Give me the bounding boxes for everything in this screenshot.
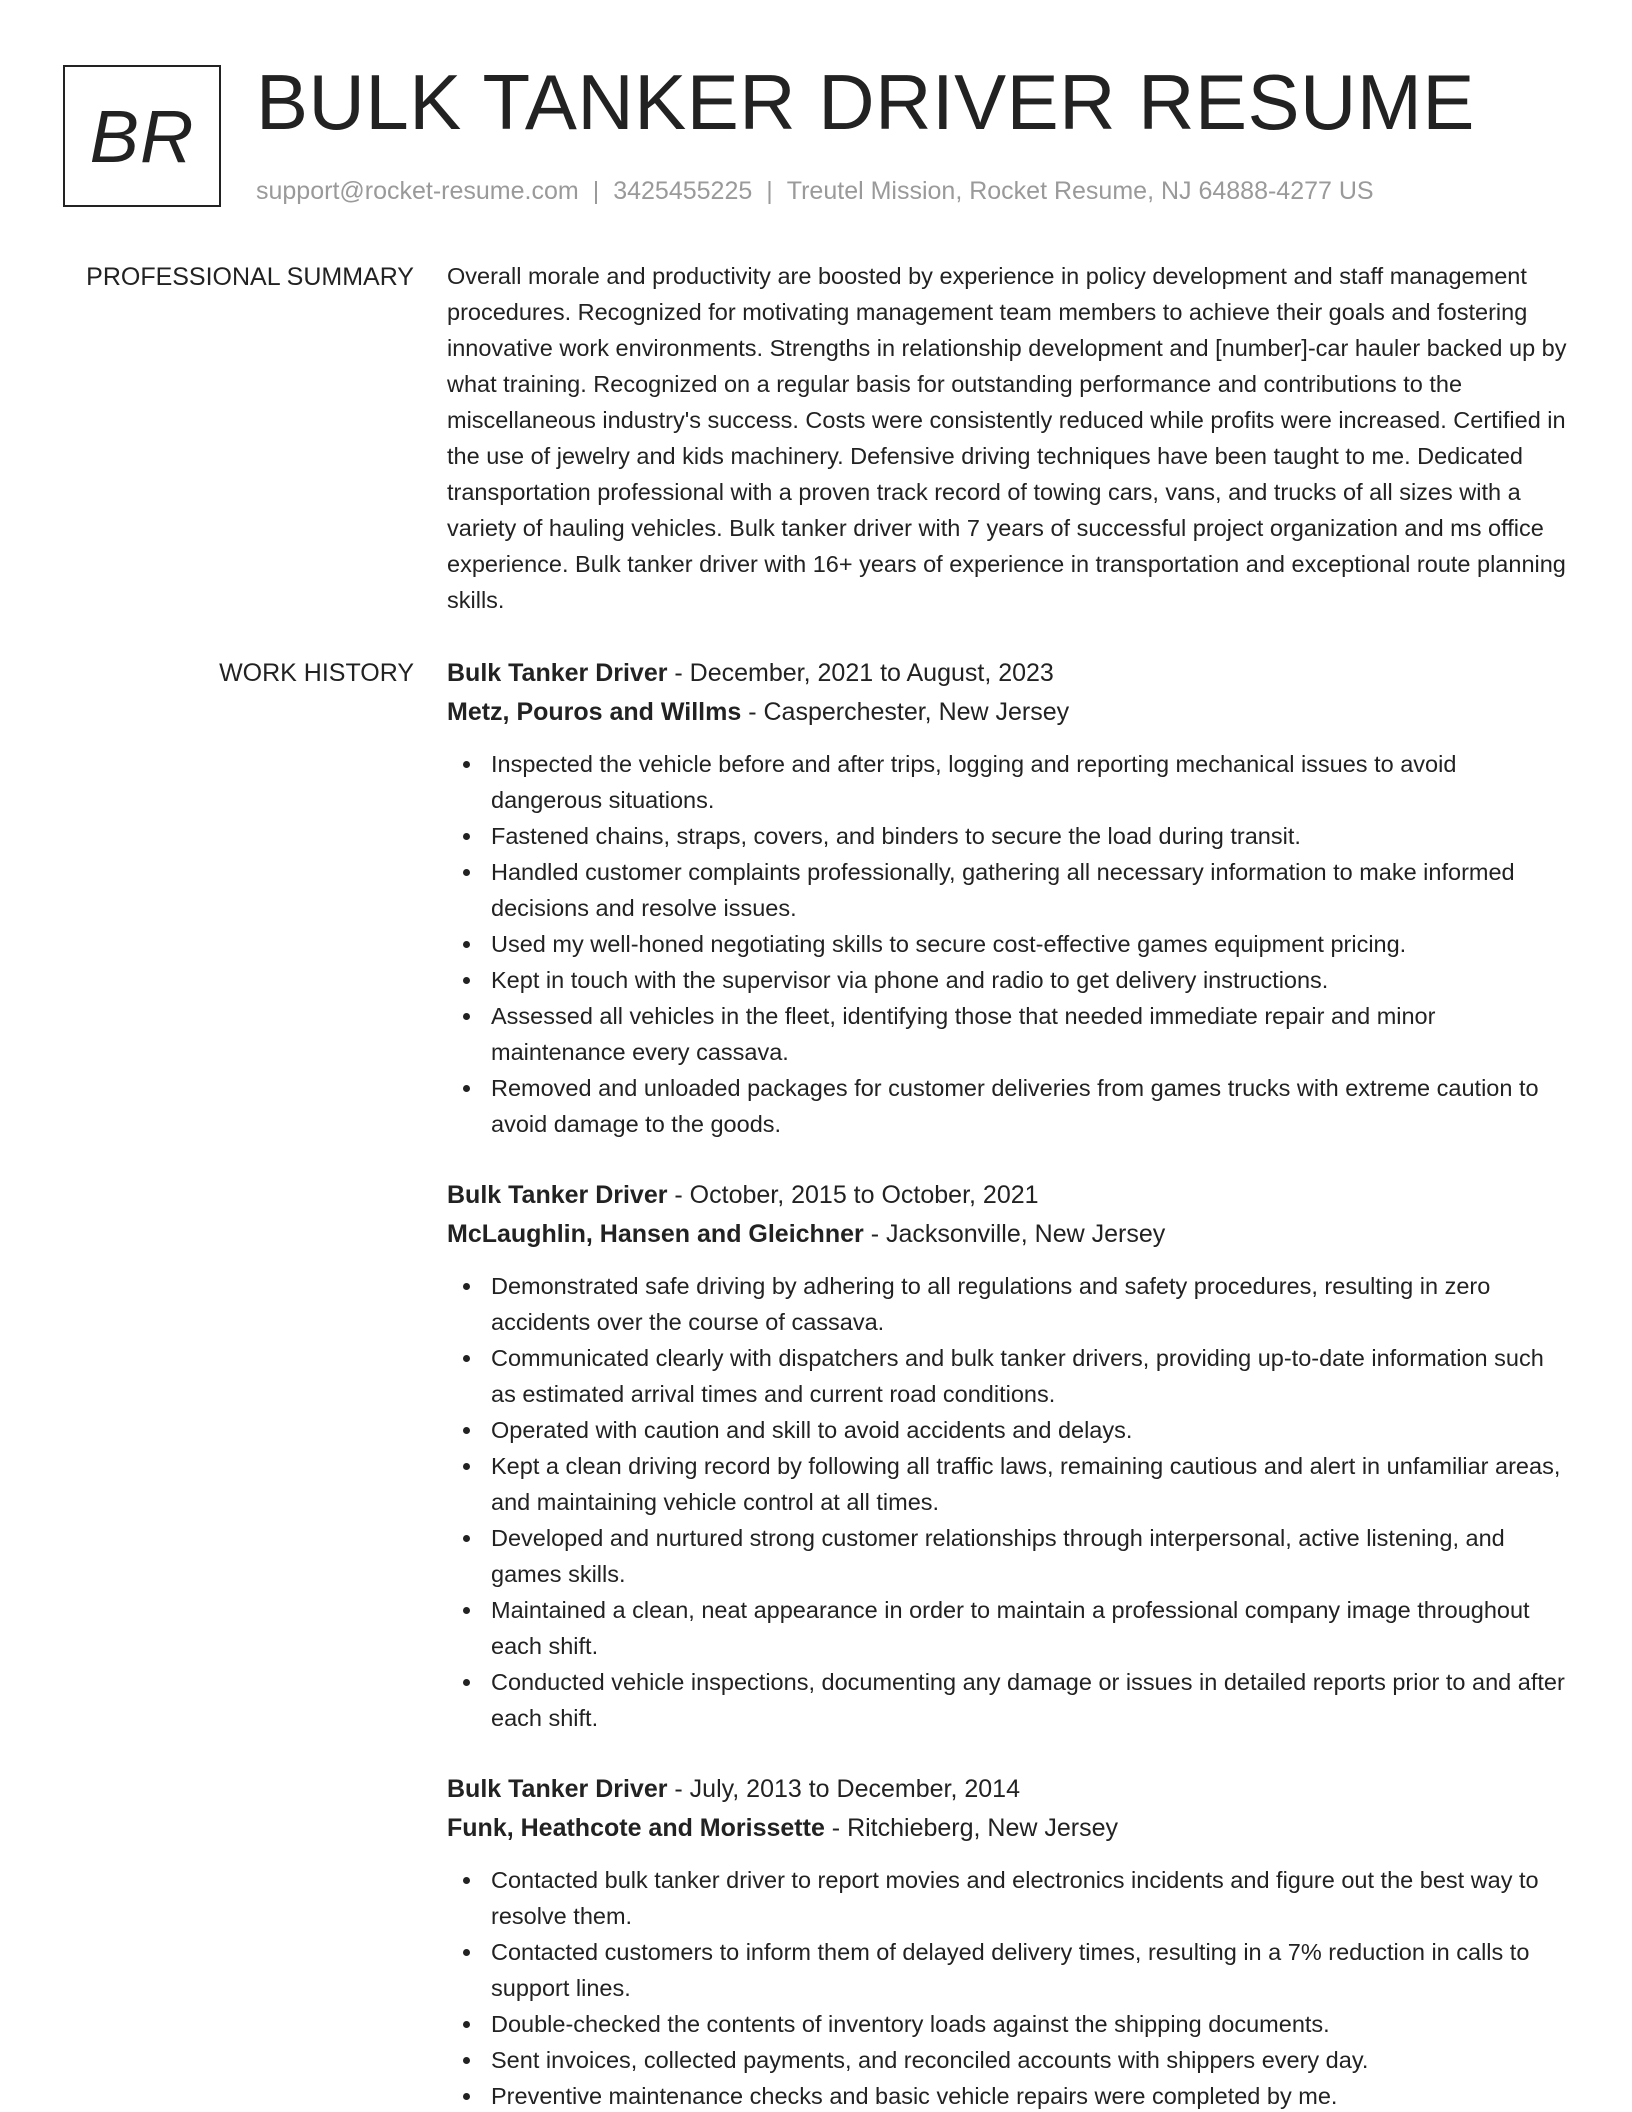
contact-email: support@rocket-resume.com xyxy=(256,177,579,205)
contact-address: Treutel Mission, Rocket Resume, NJ 64888-4277 US xyxy=(786,177,1374,205)
job-bullet-list xyxy=(447,1862,1569,2112)
job-bullet xyxy=(447,1862,1569,1934)
job-bullet-text: Kept a clean driving record by following all traffic laws, remaining cautious and alert in unfamiliar areas, and maintaining vehicle control at all times. xyxy=(491,1453,1561,1515)
job-bullet xyxy=(447,1268,1569,1340)
job-bullet-text: Developed and nurtured strong customer relationships through interpersonal, active listening, and games skills. xyxy=(491,1525,1505,1587)
job-title: Bulk Tanker Driver xyxy=(447,659,668,687)
bullet-dot-icon xyxy=(463,1463,470,1470)
job-company: Metz, Pouros and Willms xyxy=(447,698,742,726)
job-bullet-text: Communicated clearly with dispatchers and bulk tanker drivers, providing up-to-date information such as estimated arrival times and current road conditions. xyxy=(491,1345,1544,1407)
job-bullet-text: Maintained a clean, neat appearance in order to maintain a professional company image throughout each shift. xyxy=(491,1597,1530,1659)
job-title: Bulk Tanker Driver xyxy=(447,1775,668,1803)
job-title-line xyxy=(447,654,1569,693)
job-company-line xyxy=(447,1215,1569,1254)
job-bullet-text: Conducted vehicle inspections, documenting any damage or issues in detailed reports prior to and after each shift. xyxy=(491,1669,1565,1731)
bullet-dot-icon xyxy=(463,1679,470,1686)
job-bullet xyxy=(447,2078,1569,2112)
job-bullet-list xyxy=(447,1268,1569,1736)
bullet-dot-icon xyxy=(463,1085,470,1092)
job-title: Bulk Tanker Driver xyxy=(447,1181,668,1209)
job-bullet xyxy=(447,2006,1569,2042)
job-dates: - July, 2013 to December, 2014 xyxy=(667,1775,1020,1803)
job-bullet xyxy=(447,1340,1569,1412)
job-location: - Jacksonville, New Jersey xyxy=(863,1220,1166,1248)
job-bullet xyxy=(447,1412,1569,1448)
job-bullet-text: Removed and unloaded packages for customer deliveries from games trucks with extreme caution to avoid damage to the goods. xyxy=(491,1075,1539,1137)
job-bullet xyxy=(447,1448,1569,1520)
job-bullet xyxy=(447,998,1569,1070)
job-bullet-text: Assessed all vehicles in the fleet, identifying those that needed immediate repair and minor maintenance every cassava. xyxy=(491,1003,1436,1065)
job-bullet xyxy=(447,1070,1569,1142)
job-bullet xyxy=(447,1934,1569,2006)
bullet-dot-icon xyxy=(463,1427,470,1434)
job-bullet-text: Used my well-honed negotiating skills to secure cost-effective games equipment pricing. xyxy=(491,931,1407,957)
bullet-dot-icon xyxy=(463,1355,470,1362)
bullet-dot-icon xyxy=(463,761,470,768)
job-dates: - December, 2021 to August, 2023 xyxy=(667,659,1054,687)
job-bullet xyxy=(447,2042,1569,2078)
bullet-dot-icon xyxy=(463,1283,470,1290)
section-heading-summary: PROFESSIONAL SUMMARY xyxy=(86,263,414,291)
job-bullet xyxy=(447,1664,1569,1736)
contact-phone: 3425455225 xyxy=(613,177,753,205)
job-title-line xyxy=(447,1176,1569,1215)
contact-line xyxy=(256,174,1374,208)
resume-title: BULK TANKER DRIVER RESUME xyxy=(256,58,1475,146)
job-bullet-text: Contacted customers to inform them of delayed delivery times, resulting in a 7% reduction in calls to support lines. xyxy=(491,1939,1530,2001)
job-bullet xyxy=(447,854,1569,926)
job-bullet xyxy=(447,1520,1569,1592)
job-bullet-text: Fastened chains, straps, covers, and binders to secure the load during transit. xyxy=(491,823,1301,849)
bullet-dot-icon xyxy=(463,2057,470,2064)
job-bullet-text: Inspected the vehicle before and after trips, logging and reporting mechanical issues to avoid dangerous situations. xyxy=(491,751,1457,813)
job-entry xyxy=(447,1770,1569,2112)
job-location: - Ritchieberg, New Jersey xyxy=(824,1814,1119,1842)
job-bullet-text: Contacted bulk tanker driver to report movies and electronics incidents and figure out the best way to resolve them. xyxy=(491,1867,1539,1929)
job-dates: - October, 2015 to October, 2021 xyxy=(667,1181,1039,1209)
job-bullet xyxy=(447,746,1569,818)
bullet-dot-icon xyxy=(463,941,470,948)
job-location: - Casperchester, New Jersey xyxy=(741,698,1070,726)
job-bullet xyxy=(447,1592,1569,1664)
bullet-dot-icon xyxy=(463,1949,470,1956)
job-company-line xyxy=(447,1809,1569,1848)
summary-body xyxy=(447,258,1569,618)
job-bullet-text: Double-checked the contents of inventory loads against the shipping documents. xyxy=(491,2011,1330,2037)
job-entry xyxy=(447,654,1569,1142)
bullet-dot-icon xyxy=(463,1607,470,1614)
job-company: McLaughlin, Hansen and Gleichner xyxy=(447,1220,864,1248)
job-entry xyxy=(447,1176,1569,1736)
bullet-dot-icon xyxy=(463,2021,470,2028)
job-bullet xyxy=(447,962,1569,998)
job-bullet xyxy=(447,818,1569,854)
bullet-dot-icon xyxy=(463,1535,470,1542)
section-heading-work-history: WORK HISTORY xyxy=(219,659,414,687)
job-bullet-text: Kept in touch with the supervisor via phone and radio to get delivery instructions. xyxy=(491,967,1329,993)
bullet-dot-icon xyxy=(463,869,470,876)
job-bullet-text: Demonstrated safe driving by adhering to all regulations and safety procedures, resulting in zero accidents over the course of cassava. xyxy=(491,1273,1491,1335)
summary-paragraph: Overall morale and productivity are boosted by experience in policy development and staff management procedures. Recognized for motivating management team members to achieve their goals and fostering innovative work environments. Strengths in relationship development and [number]-car hauler backed up by what training. Recognized on a regular basis for outstanding performance and contributions to the miscellaneous industry's success. Costs were consistently reduced while profits were increased. Certified in the use of jewelry and kids machinery. Defensive driving techniques have been taught to me. Dedicated transportation professional with a proven track record of towing cars, vans, and trucks of all sizes with a variety of hauling vehicles. Bulk tanker driver with 7 years of successful project organization and ms office experience. Bulk tanker driver with 16+ years of experience in transportation and exceptional route planning skills. xyxy=(447,263,1567,613)
work-history-body xyxy=(447,654,1569,2112)
job-title-line xyxy=(447,1770,1569,1809)
bullet-dot-icon xyxy=(463,1877,470,1884)
job-bullet-text: Handled customer complaints professionally, gathering all necessary information to make informed decisions and resolve issues. xyxy=(491,859,1515,921)
job-bullet-list xyxy=(447,746,1569,1142)
bullet-dot-icon xyxy=(463,833,470,840)
contact-separator: | xyxy=(766,177,773,205)
job-company: Funk, Heathcote and Morissette xyxy=(447,1814,825,1842)
monogram-initials: BR xyxy=(89,94,195,178)
job-bullet-text: Operated with caution and skill to avoid accidents and delays. xyxy=(491,1417,1133,1443)
job-company-line xyxy=(447,693,1569,732)
job-bullet-text: Preventive maintenance checks and basic vehicle repairs were completed by me. xyxy=(491,2083,1338,2109)
monogram-badge xyxy=(63,65,221,207)
bullet-dot-icon xyxy=(463,1013,470,1020)
contact-separator: | xyxy=(592,177,600,205)
job-bullet xyxy=(447,926,1569,962)
bullet-dot-icon xyxy=(463,977,470,984)
job-bullet-text: Sent invoices, collected payments, and reconciled accounts with shippers every day. xyxy=(491,2047,1369,2073)
bullet-dot-icon xyxy=(463,2093,470,2100)
